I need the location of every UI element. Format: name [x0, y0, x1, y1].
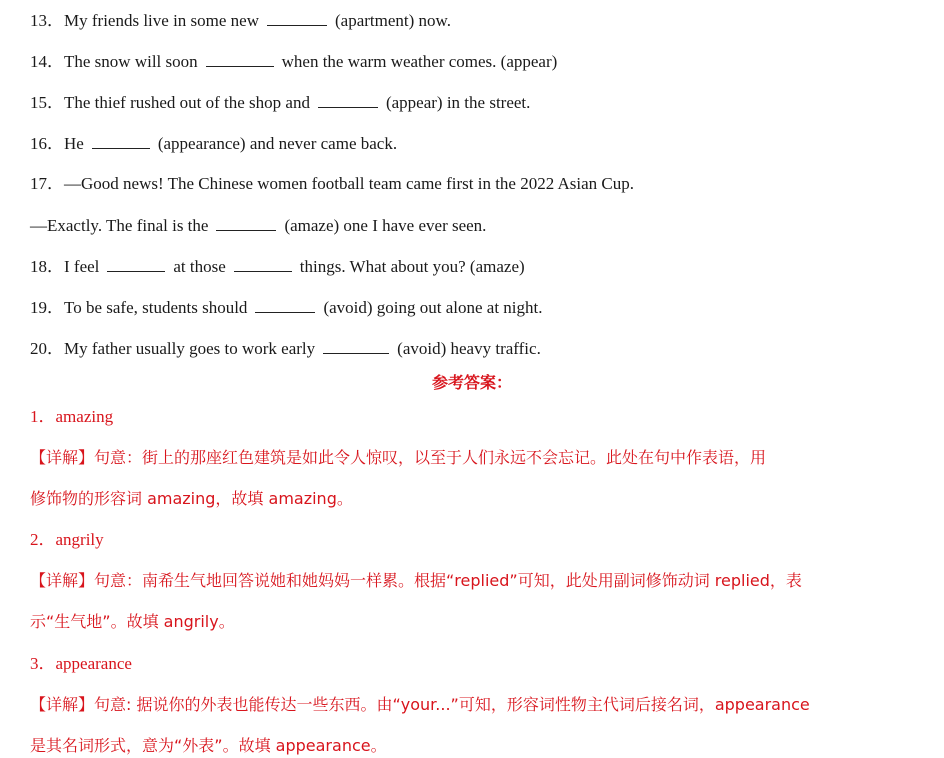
answer-1-explanation: 【详解】句意：街上的那座红色建筑是如此令人惊叹，以至于人们永远不会忘记。此处在句中作表语，用 [30, 448, 767, 467]
answer-blank[interactable] [234, 255, 292, 272]
question-16: 16．He (appearance) and never came back. [30, 134, 398, 153]
answer-blank[interactable] [216, 214, 276, 231]
answer-blank[interactable] [92, 132, 150, 149]
answer-blank[interactable] [267, 9, 327, 26]
question-17: 17．—Good news! The Chinese women football team came first in the 2022 Asian Cup. [30, 174, 635, 193]
answer-3-explanation: 【详解】句意: 据说你的外表也能传达一些东西。由“your...”可知，形容词性物主代词后接名词，appearance [30, 695, 810, 714]
answer-3-head: 3．appearance [30, 654, 132, 673]
answer-blank[interactable] [318, 91, 378, 108]
question-18: 18．I feel at those things. What about you? (amaze) [30, 257, 525, 276]
question-19: 19．To be safe, students should (avoid) going out alone at night. [30, 298, 543, 317]
answer-blank[interactable] [255, 296, 315, 313]
answer-1-head: 1．amazing [30, 407, 114, 426]
question-13: 13．My friends live in some new (apartment) now. [30, 11, 451, 30]
answer-3-explanation-cont: 是其名词形式，意为“外表”。故填 appearance。 [30, 736, 387, 755]
question-15: 15．The thief rushed out of the shop and (appear) in the street. [30, 93, 531, 112]
answer-2-explanation: 【详解】句意：南希生气地回答说她和她妈妈一样累。根据“replied”可知，此处用副词修饰动词 replied，表 [30, 571, 802, 590]
question-20: 20．My father usually goes to work early (avoid) heavy traffic. [30, 339, 541, 358]
answers-title: 参考答案： [431, 373, 512, 392]
question-14: 14．The snow will soon when the warm weather comes. (appear) [30, 52, 558, 71]
answer-2-explanation-cont: 示“生气地”。故填 angrily。 [30, 612, 235, 631]
question-17-reply: —Exactly. The final is the (amaze) one I have ever seen. [30, 216, 487, 235]
answer-blank[interactable] [206, 50, 274, 67]
answer-1-explanation-cont: 修饰物的形容词 amazing，故填 amazing。 [30, 489, 353, 508]
answer-blank[interactable] [323, 337, 389, 354]
answer-blank[interactable] [107, 255, 165, 272]
answer-2-head: 2．angrily [30, 530, 104, 549]
